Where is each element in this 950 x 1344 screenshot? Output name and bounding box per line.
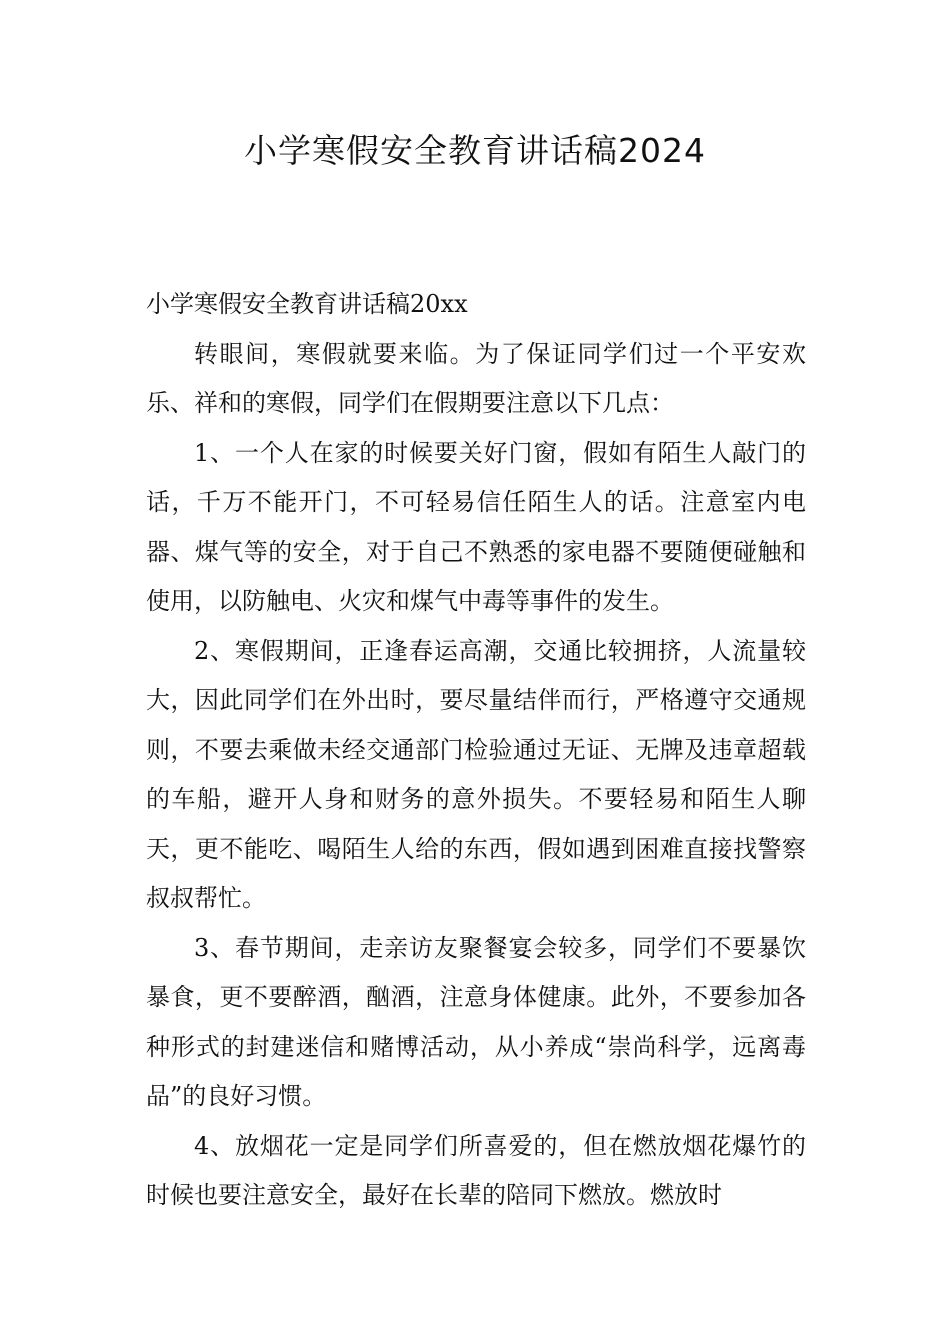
- paragraph-item-3: 3、春节期间，走亲访友聚餐宴会较多，同学们不要暴饮暴食，更不要醉酒，酗酒，注意身体健康。此外，不要参加各种形式的封建迷信和赌博活动，从小养成“崇尚科学，远离毒品”的良好习惯。: [146, 933, 806, 1110]
- document-subtitle: 小学寒假安全教育讲话稿20xx: [146, 290, 468, 318]
- paragraph-item-2: 2、寒假期间，正逢春运高潮，交通比较拥挤，人流量较大，因此同学们在外出时，要尽量结伴而行，严格遵守交通规则，不要去乘做未经交通部门检验通过无证、无牌及违章超载的车船，避开人身和财务的意外损失。不要轻易和陌生人聊天，更不能吃、喝陌生人给的东西，假如遇到困难直接找警察叔叔帮忙。: [146, 636, 806, 912]
- document-body: [146, 280, 806, 1221]
- paragraph-item-1: 1、一个人在家的时候要关好门窗，假如有陌生人敲门的话，千万不能开门，不可轻易信任陌生人的话。注意室内电器、煤气等的安全，对于自己不熟悉的家电器不要随便碰触和使用，以防触电、火灾和煤气中毒等事件的发生。: [146, 438, 806, 615]
- paragraph-intro: 转眼间，寒假就要来临。为了保证同学们过一个平安欢乐、祥和的寒假，同学们在假期要注意以下几点：: [146, 339, 806, 417]
- document-title: 小学寒假安全教育讲话稿2024: [244, 131, 706, 170]
- paragraph-item-4: 4、放烟花一定是同学们所喜爱的，但在燃放烟花爆竹的时候也要注意安全，最好在长辈的陪同下燃放。燃放时: [146, 1131, 806, 1209]
